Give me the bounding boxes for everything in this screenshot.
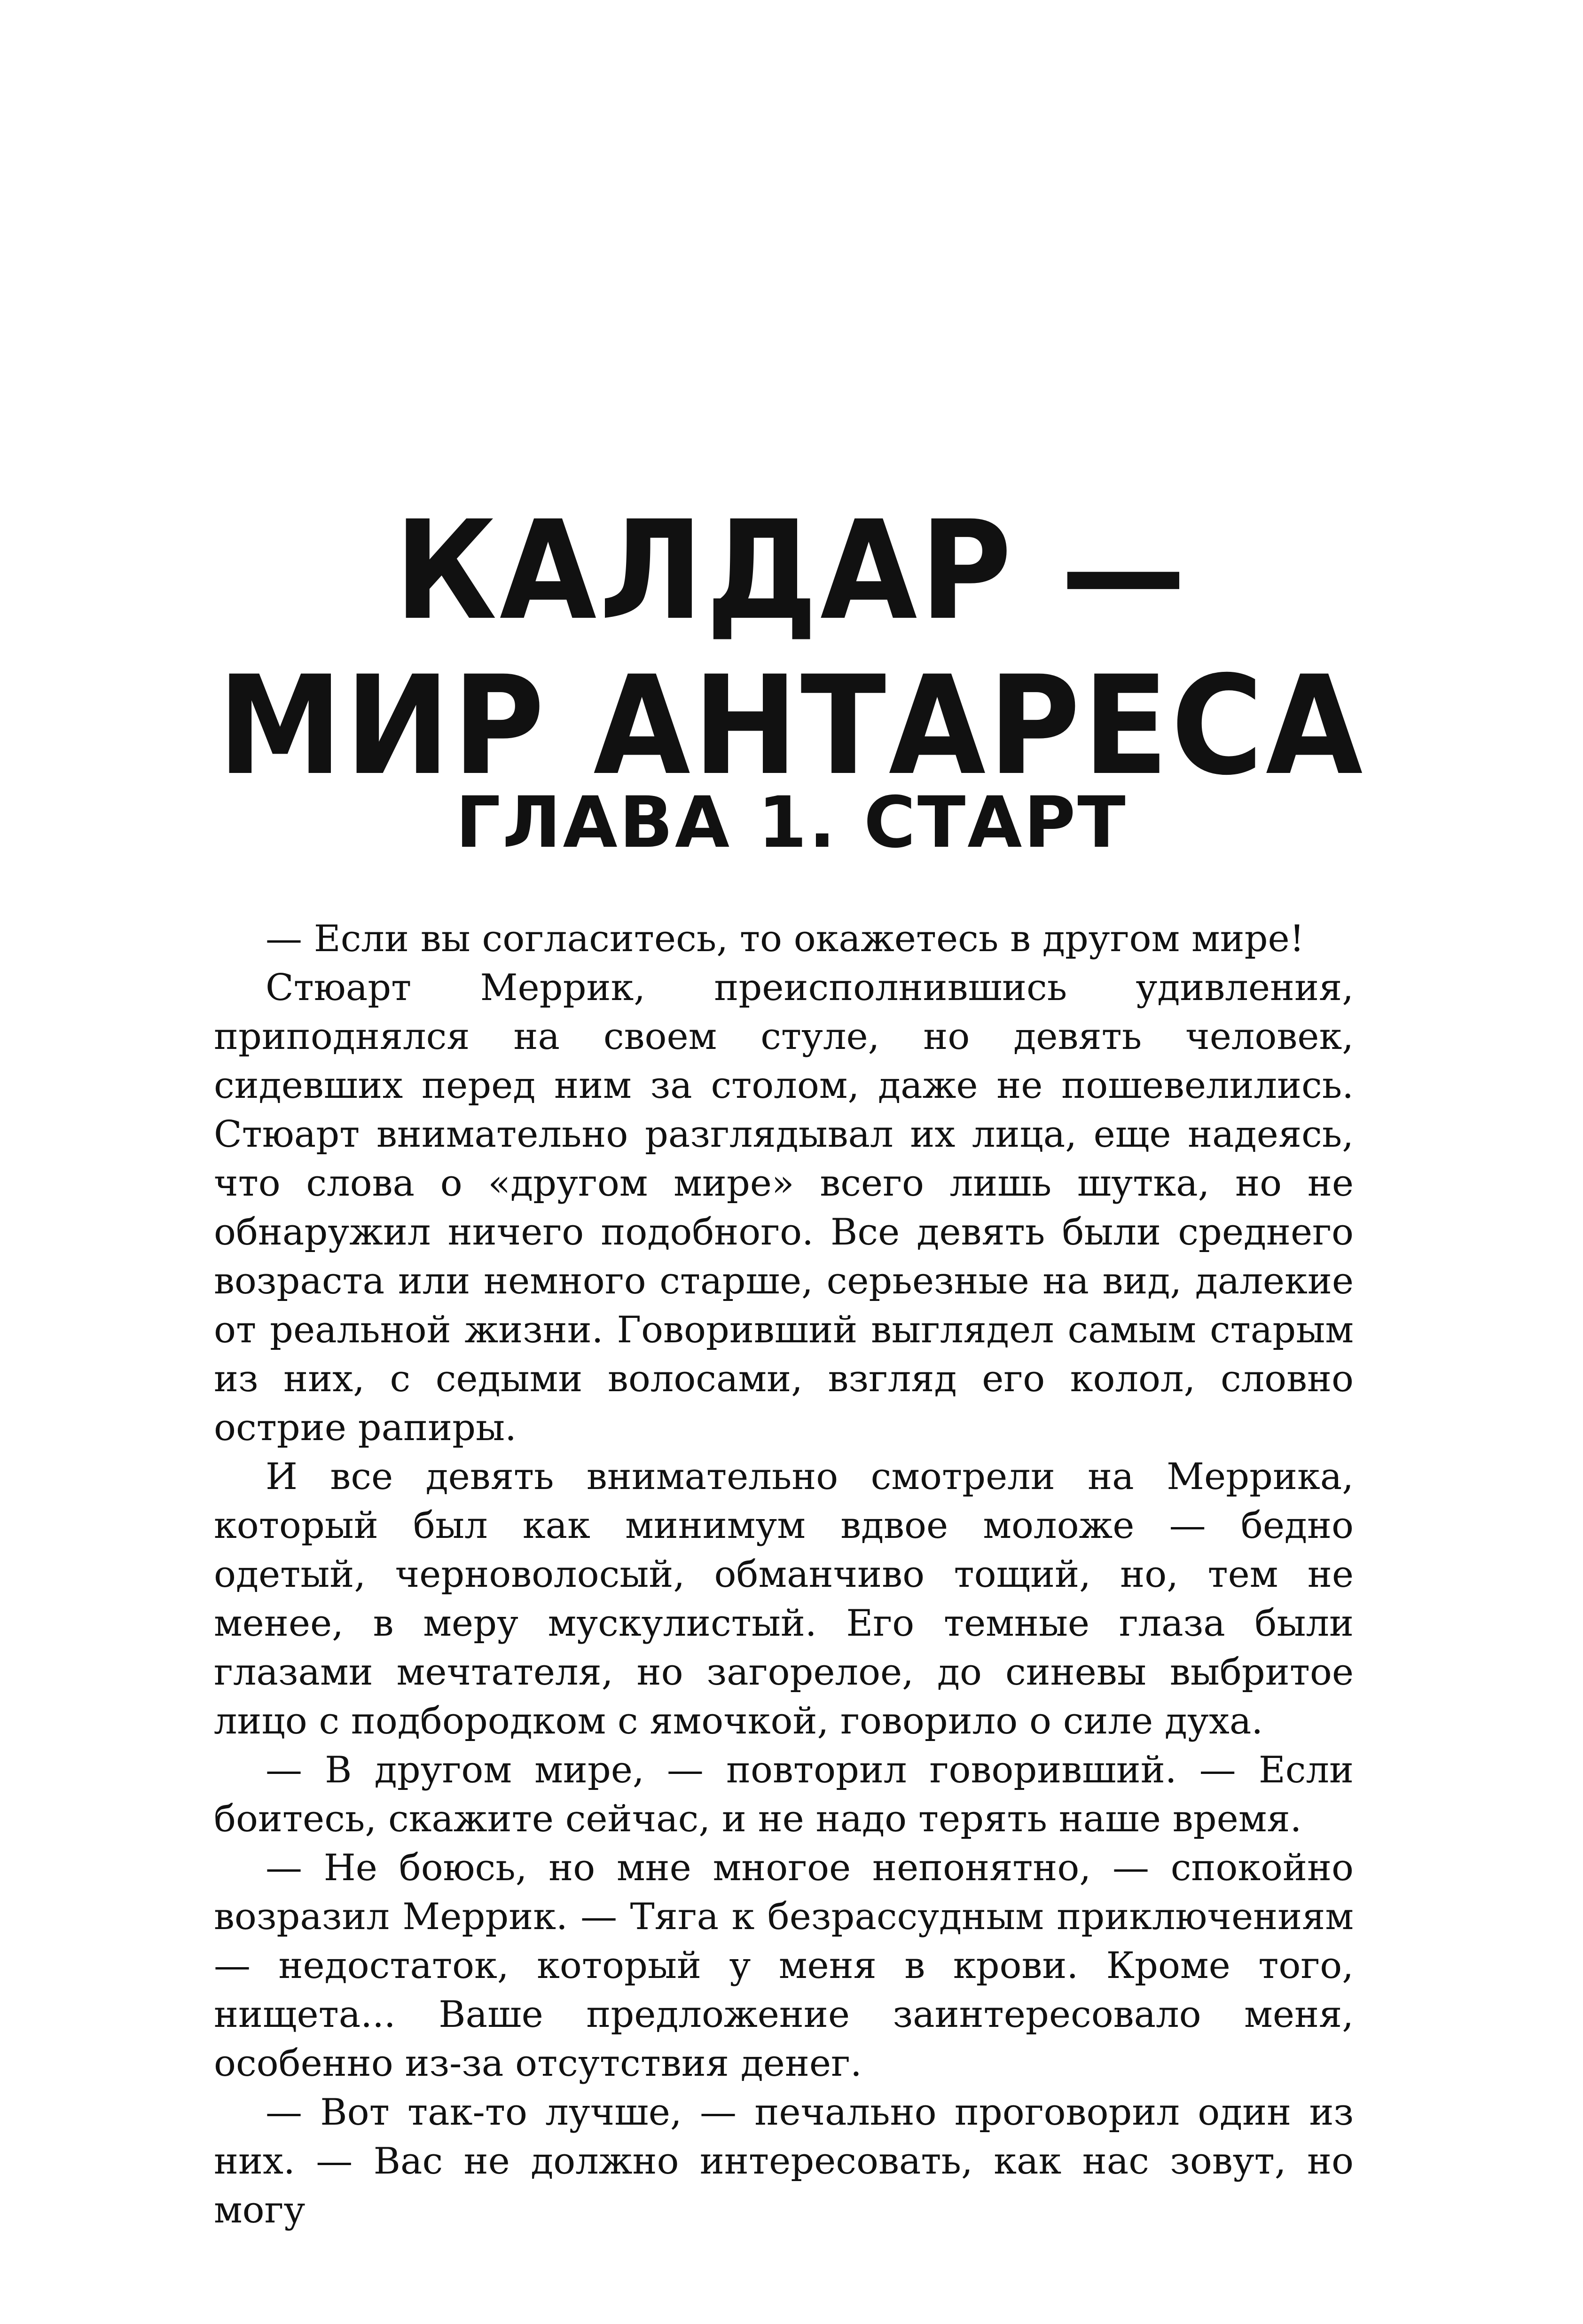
book-title-line-1: КАЛДАР —	[394, 492, 1189, 650]
paragraph: — Вот так-то лучше, — печально проговорил один из них. — Вас не должно интересовать, как нас зовут, но могу	[214, 2091, 1354, 2231]
paragraph: Стюарт Меррик, преисполнившись удивления, приподнялся на своем стуле, но девять человек, сидевших перед ним за столом, даже не пошевелились. Стюарт внимательно разглядывал их лица, еще надеясь, что слова о «другом мире» всего лишь шутка, но не обнаружил ничего подобного. Все девять были среднего возраста или немного старше, серьезные на вид, далекие от реальной жизни. Говоривший выглядел самым старым из них, с седыми волосами, взгляд его колол, словно острие рапиры.	[214, 967, 1354, 1449]
paragraph: — Если вы согласитесь, то окажетесь в другом мире!	[266, 918, 1305, 960]
book-title	[63, 494, 1520, 804]
paragraph: И все девять внимательно смотрели на Меррика, который был как минимум вдвое моложе — бедно одетый, черноволосый, обманчиво тощий, но, тем не менее, в меру мускулистый. Его темные глаза были глазами мечтателя, но загорелое, до синевы выбритое лицо с подбородком с ямочкой, говорило о силе духа.	[214, 1456, 1354, 1742]
paragraph: — Не боюсь, но мне многое непонятно, — спокойно возразил Меррик. — Тяга к безрассудным приключениям — недостаток, который у меня в крови. Кроме того, нищета... Ваше предложение заинтересовало меня, особенно из-за отсутствия денег.	[214, 1847, 1354, 2085]
body-text	[214, 914, 1354, 2235]
book-title-line-2: МИР АНТАРЕСА	[218, 647, 1365, 805]
paragraph: — В другом мире, — повторил говоривший. — Если боитесь, скажите сейчас, и не надо терять наше время.	[214, 1749, 1354, 1840]
chapter-title: ГЛАВА 1. СТАРТ	[455, 782, 1128, 864]
